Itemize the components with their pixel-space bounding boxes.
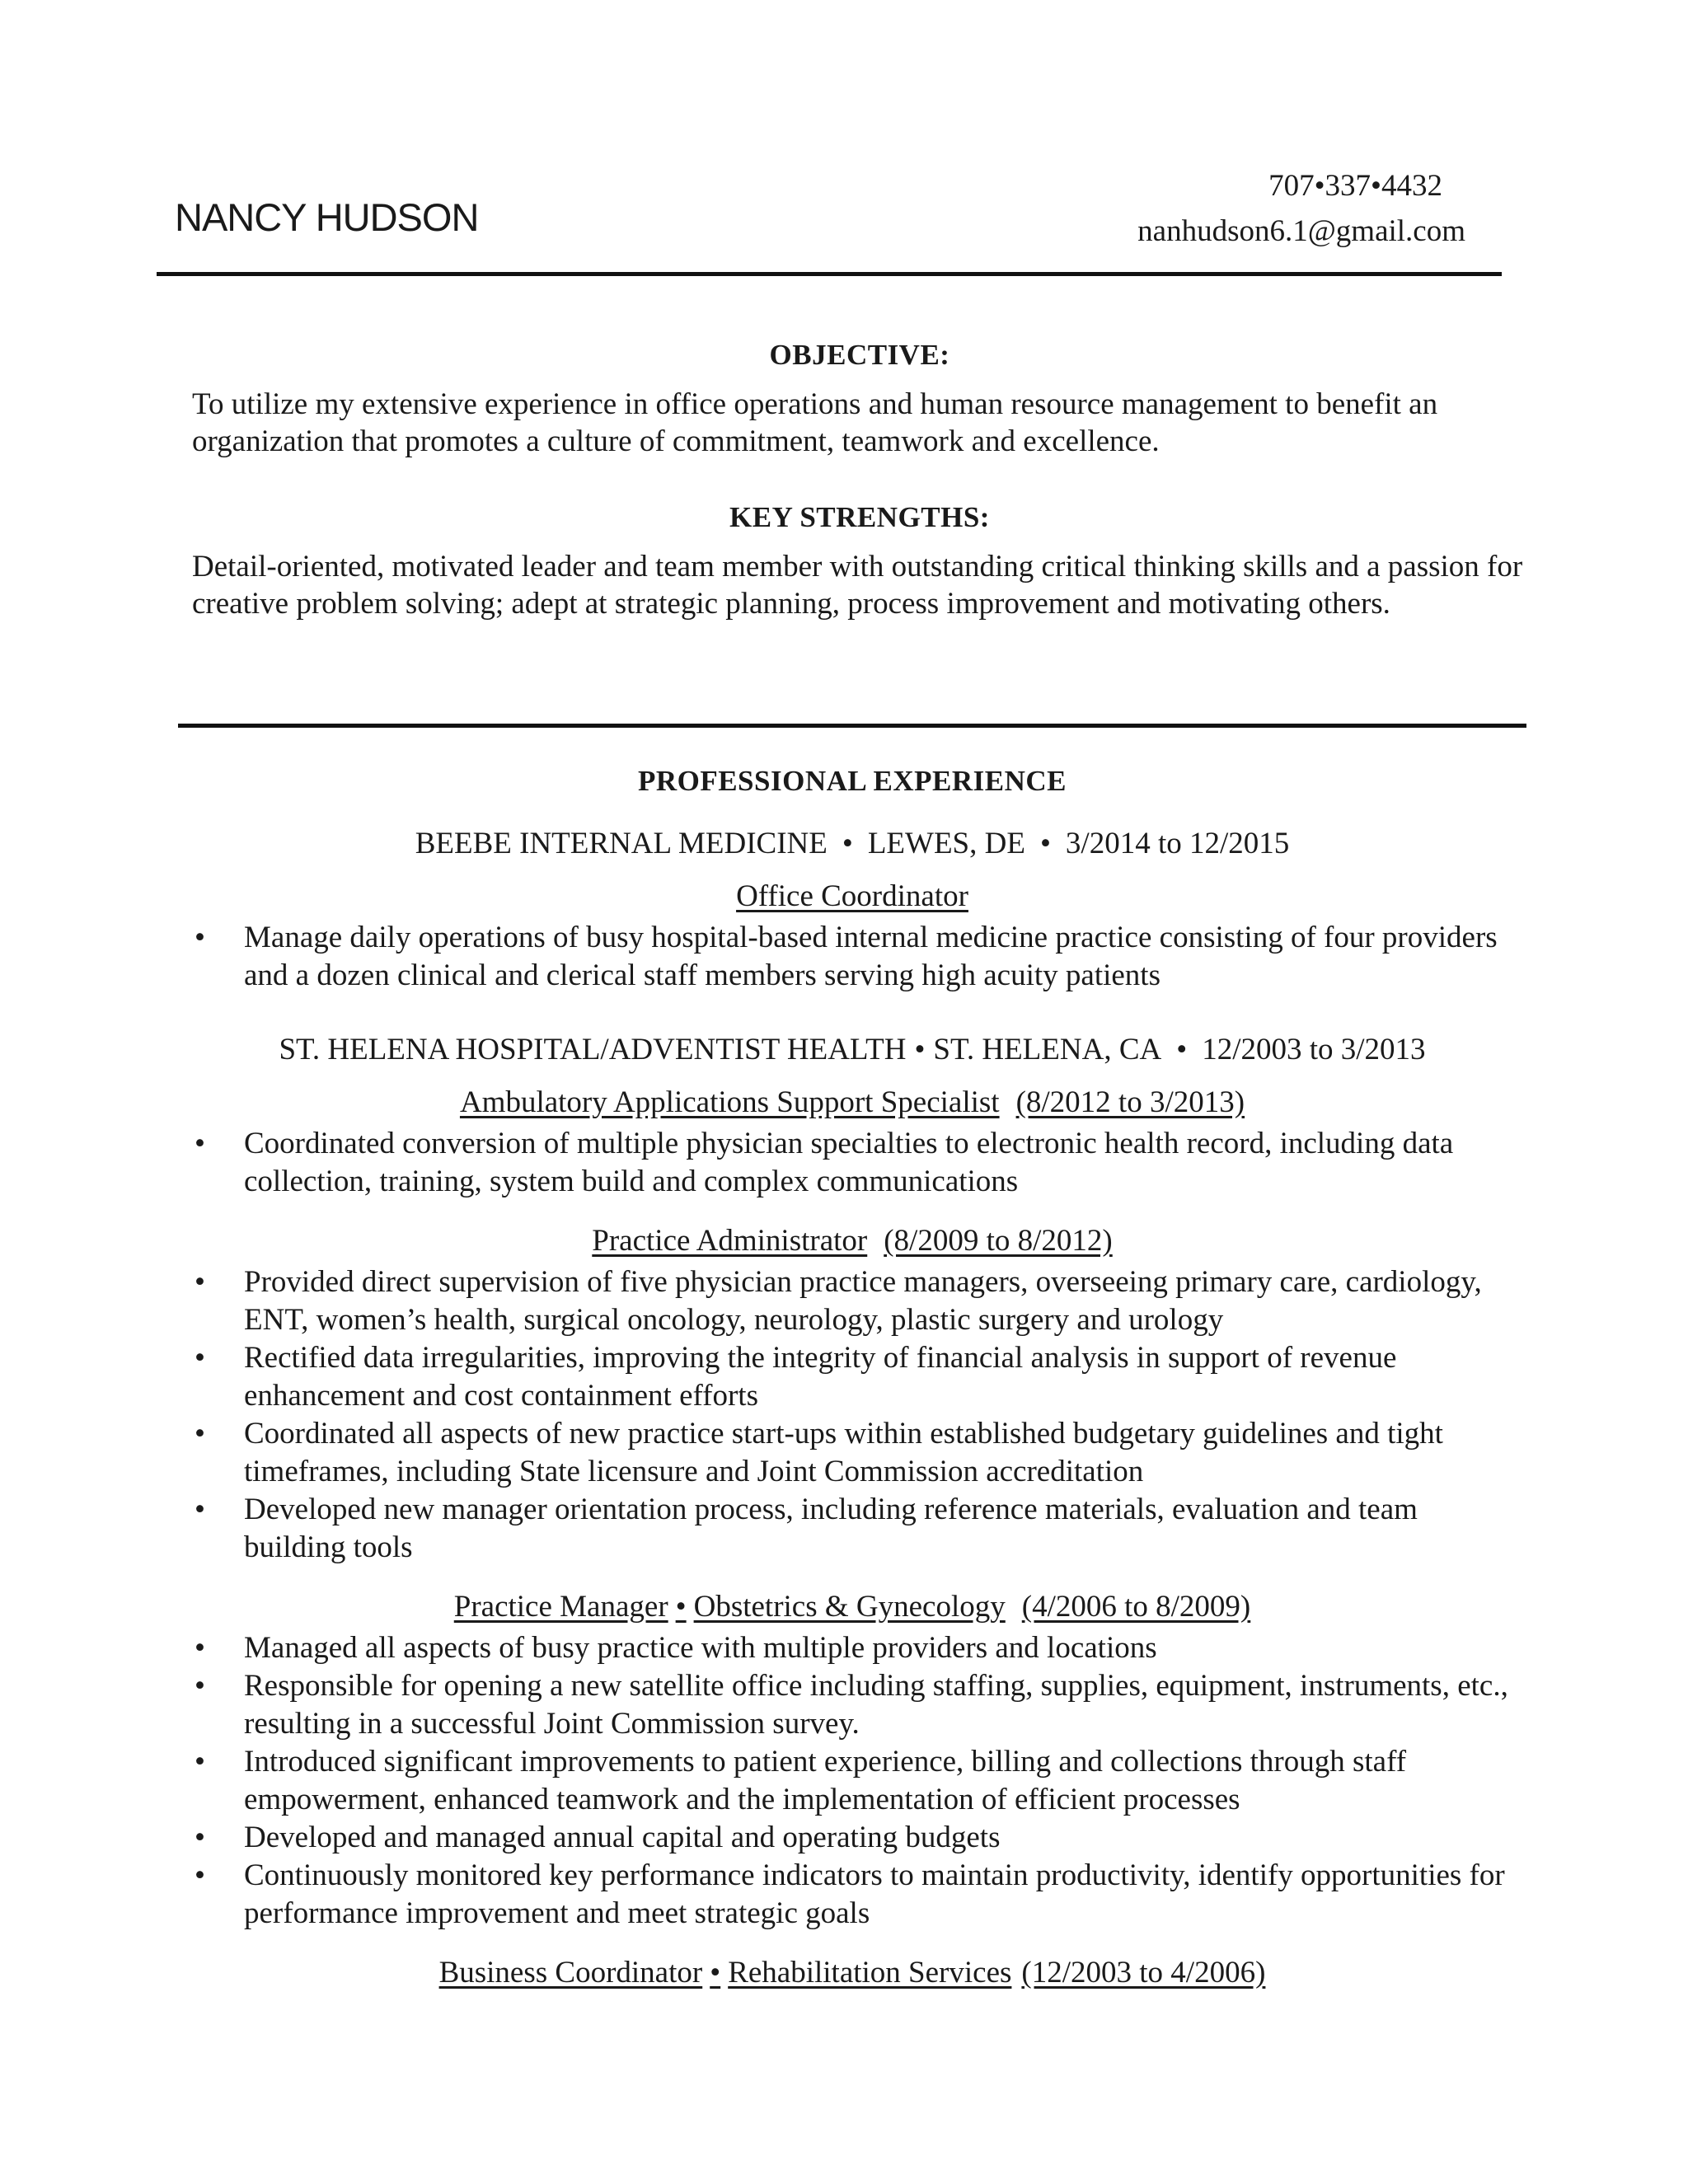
bullet-icon: •: [195, 1493, 205, 1526]
role-name: Office Coordinator: [736, 879, 968, 913]
list-item: • Continuously monitored key performance indicators to maintain productivity, identify opportunities for performance improvement and meet strategic goals: [195, 1858, 1505, 1930]
objective-section: [192, 335, 1527, 460]
role-bullets: [178, 1629, 1526, 1933]
employer-dates: 12/2003 to 3/2013: [1202, 1033, 1426, 1066]
bullet-icon: •: [195, 1821, 205, 1854]
role-name: Practice Manager: [453, 1590, 668, 1624]
role-title: [178, 1080, 1526, 1125]
role-title: [178, 1585, 1526, 1629]
role-dates: (4/2006 to 8/2009): [1021, 1590, 1251, 1624]
objective-heading: OBJECTIVE:: [769, 339, 950, 371]
role-name: Business Coordinator: [438, 1956, 703, 1990]
experience-section: [178, 761, 1526, 1995]
email-address: nanhudson6.1@gmail.com: [1137, 214, 1465, 248]
list-item: • Coordinated all aspects of new practice start-ups within established budgetary guidelines and tight timeframes, including State licensure and Joint Commission accreditation: [195, 1417, 1443, 1488]
role-dates: (8/2012 to 3/2013): [1015, 1085, 1245, 1119]
bullet-icon: •: [195, 1745, 205, 1779]
bullet-icon: •: [195, 1417, 205, 1451]
role-department: Rehabilitation Services: [728, 1956, 1012, 1990]
separator-dot: •: [675, 1590, 687, 1624]
role-name: Ambulatory Applications Support Specialist: [459, 1085, 1000, 1119]
role-department: Obstetrics & Gynecology: [693, 1590, 1006, 1624]
separator-dot: •: [914, 1033, 926, 1066]
list-item: • Coordinated conversion of multiple physician specialties to electronic health record, including data collection, training, system build and complex communications: [195, 1127, 1454, 1198]
strengths-text: Detail-oriented, motivated leader and team member with outstanding critical thinking skills and a passion for creative problem solving; adept at strategic planning, process improvement and motivating others.: [192, 550, 1523, 621]
employer-header: [178, 822, 1526, 866]
contact-block: [1137, 163, 1465, 254]
bullet-icon: •: [195, 1631, 205, 1665]
list-item: • Provided direct supervision of five physician practice managers, overseeing primary care, cardiology, ENT, women’s health, surgical oncology, neurology, plastic surgery and urology: [195, 1265, 1482, 1337]
phone-number: 707•337•4432: [1268, 169, 1442, 203]
section-divider: [178, 724, 1526, 728]
role-dates: (12/2003 to 4/2006): [1021, 1956, 1266, 1990]
role-bullets: [178, 919, 1526, 995]
list-item: • Manage daily operations of busy hospital-based internal medicine practice consisting of four providers and a dozen clinical and clerical staff members serving high acuity patients: [195, 921, 1498, 992]
role-dates: (8/2009 to 8/2012): [884, 1224, 1113, 1258]
header-divider: [157, 272, 1502, 276]
employer-dates: 3/2014 to 12/2015: [1065, 827, 1290, 860]
employer-name: ST. HELENA HOSPITAL/ADVENTIST HEALTH: [279, 1033, 907, 1066]
role-bullets: [178, 1125, 1526, 1201]
strengths-section: [192, 497, 1527, 622]
role-title: [178, 874, 1526, 919]
role-title: [178, 1219, 1526, 1263]
separator-dot: •: [842, 827, 853, 860]
bullet-icon: •: [195, 1669, 205, 1703]
employer-location: LEWES, DE: [867, 827, 1025, 860]
bullet-icon: •: [195, 1341, 205, 1375]
bullet-icon: •: [195, 1265, 205, 1299]
experience-heading: PROFESSIONAL EXPERIENCE: [637, 765, 1067, 797]
list-item: • Responsible for opening a new satellite office including staffing, supplies, equipment, instruments, etc., resulting in a successful Joint Commission survey.: [195, 1669, 1508, 1741]
list-item: • Rectified data irregularities, improving the integrity of financial analysis in support of revenue enhancement and cost containment efforts: [195, 1341, 1397, 1413]
bullet-icon: •: [195, 921, 205, 954]
list-item: • Developed new manager orientation process, including reference materials, evaluation and team building tools: [195, 1493, 1418, 1564]
objective-text: To utilize my extensive experience in office operations and human resource management to benefit an organization that promotes a culture of commitment, teamwork and excellence.: [192, 387, 1438, 458]
employer-location: ST. HELENA, CA: [933, 1033, 1162, 1066]
separator-dot: •: [710, 1956, 721, 1990]
candidate-name: NANCY HUDSON: [175, 195, 479, 239]
employer-name: BEEBE INTERNAL MEDICINE: [415, 827, 828, 860]
bullet-icon: •: [195, 1127, 205, 1160]
role-name: Practice Administrator: [592, 1224, 868, 1258]
list-item: • Managed all aspects of busy practice with multiple providers and locations: [178, 1629, 1526, 1667]
list-item: • Introduced significant improvements to patient experience, billing and collections through staff empowerment, enhanced teamwork and the implementation of efficient processes: [195, 1745, 1407, 1816]
separator-dot: •: [1176, 1033, 1188, 1066]
bullet-icon: •: [195, 1858, 205, 1892]
role-title: [178, 1951, 1526, 1995]
role-bullets: [178, 1263, 1526, 1567]
separator-dot: •: [1039, 827, 1051, 860]
strengths-heading: KEY STRENGTHS:: [729, 501, 990, 533]
employer-header: [178, 1028, 1526, 1072]
list-item: • Developed and managed annual capital and operating budgets: [178, 1819, 1526, 1857]
